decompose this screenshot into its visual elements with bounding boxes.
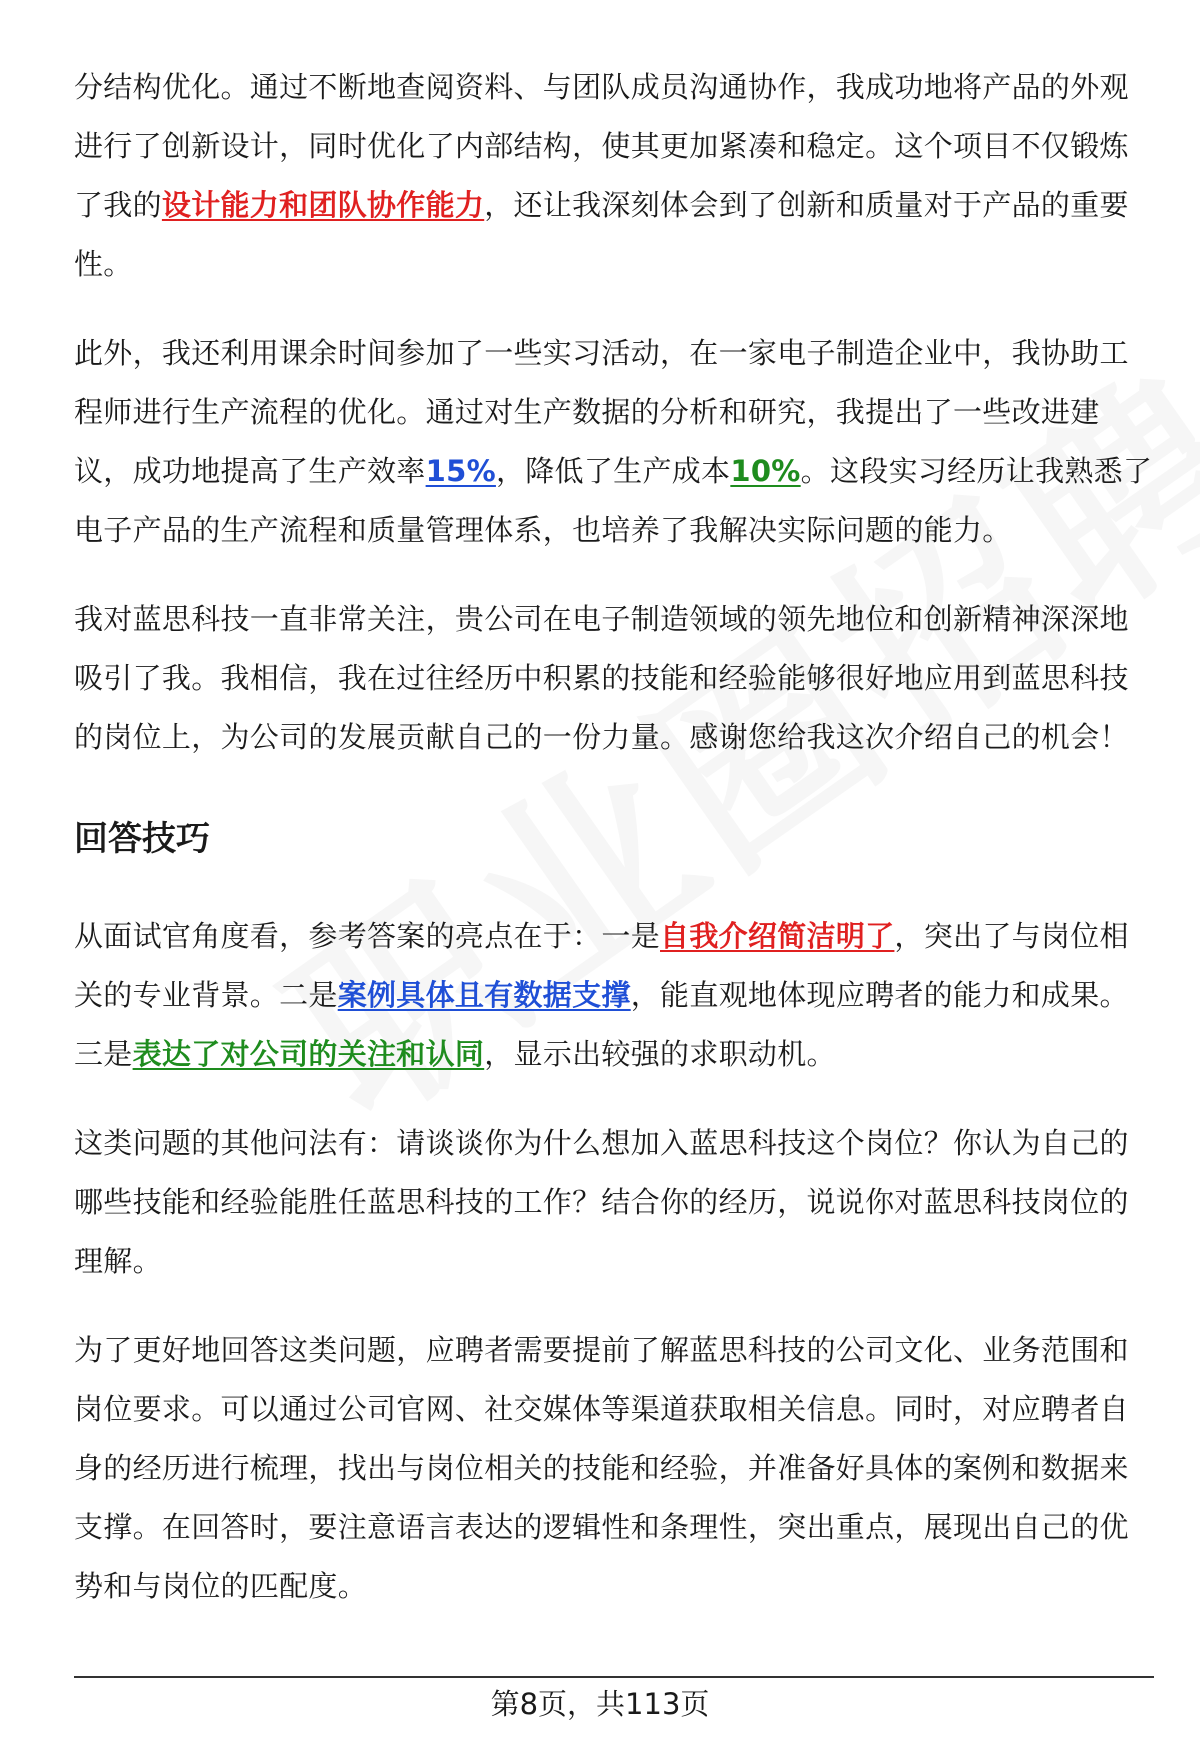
paragraph-text: 此外，我还利用课余时间参加了一些实习活动，在一家电子制造企业中，我协助工程师进行生产流程的优化。通过对生产数据的分析和研究，我提出了一些改进建议，成功地提高了生产效率	[74, 336, 1129, 488]
paragraph-other-questions: 这类问题的其他问法有：请谈谈你为什么想加入蓝思科技这个岗位？你认为自己的哪些技能和经验能胜任蓝思科技的工作？结合你的经历，说说你对蓝思科技岗位的理解。	[74, 1126, 1129, 1278]
paragraph-text: 。这段实习经历让我熟悉了电子产品的生产流程和质量管理体系，也培养了我解决实际问题的能力。	[74, 454, 1153, 547]
document-body	[74, 58, 1154, 1646]
paragraph-text: ，突出了与岗位相关的专业背景。二是	[74, 919, 1129, 1012]
paragraph-text: 分结构优化。通过不断地查阅资料、与团队成员沟通协作，我成功地将产品的外观进行了创新设计，同时优化了内部结构，使其更加紧凑和稳定。这个项目不仅锻炼了我的	[74, 70, 1129, 222]
paragraph-text: ，显示出较强的求职动机。	[484, 1037, 836, 1071]
paragraph-text: 从面试官角度看，参考答案的亮点在于：一是	[74, 919, 661, 953]
paragraph-text: ，能直观地体现应聘者的能力和成果。三是	[74, 978, 1129, 1071]
paragraph-internship	[74, 324, 1154, 560]
page-number: 第8页，共113页	[490, 1687, 710, 1721]
footer-divider	[74, 1676, 1154, 1678]
section-heading-answer-tips: 回答技巧	[74, 819, 210, 859]
highlight-company-recognition: 表达了对公司的关注和认同	[132, 1037, 485, 1071]
highlight-data-support: 案例具体且有数据支撑	[337, 978, 631, 1012]
paragraph-text: ，还让我深刻体会到了创新和质量对于产品的重要性。	[74, 188, 1129, 281]
highlight-efficiency-percent: 15%	[425, 454, 496, 488]
paragraph-interviewer-view	[74, 907, 1154, 1084]
paragraph-preparation-advice: 为了更好地回答这类问题，应聘者需要提前了解蓝思科技的公司文化、业务范围和岗位要求。可以通过公司官网、社交媒体等渠道获取相关信息。同时，对应聘者自身的经历进行梳理，找出与岗位相关的技能和经验，并准备好具体的案例和数据来支撑。在回答时，要注意语言表达的逻辑性和条理性，突出重点，展现出自己的优势和与岗位的匹配度。	[74, 1333, 1129, 1603]
paragraph-text: ，降低了生产成本	[495, 454, 731, 488]
highlight-concise-intro: 自我介绍简洁明了	[660, 919, 895, 953]
paragraph-project-experience	[74, 58, 1154, 294]
highlight-design-ability: 设计能力和团队协作能力	[161, 188, 485, 222]
highlight-cost-percent: 10%	[730, 454, 801, 488]
paragraph-company-interest: 我对蓝思科技一直非常关注，贵公司在电子制造领域的领先地位和创新精神深深地吸引了我。我相信，我在过往经历中积累的技能和经验能够很好地应用到蓝思科技的岗位上，为公司的发展贡献自己的一份力量。感谢您给我这次介绍自己的机会！	[74, 602, 1129, 754]
